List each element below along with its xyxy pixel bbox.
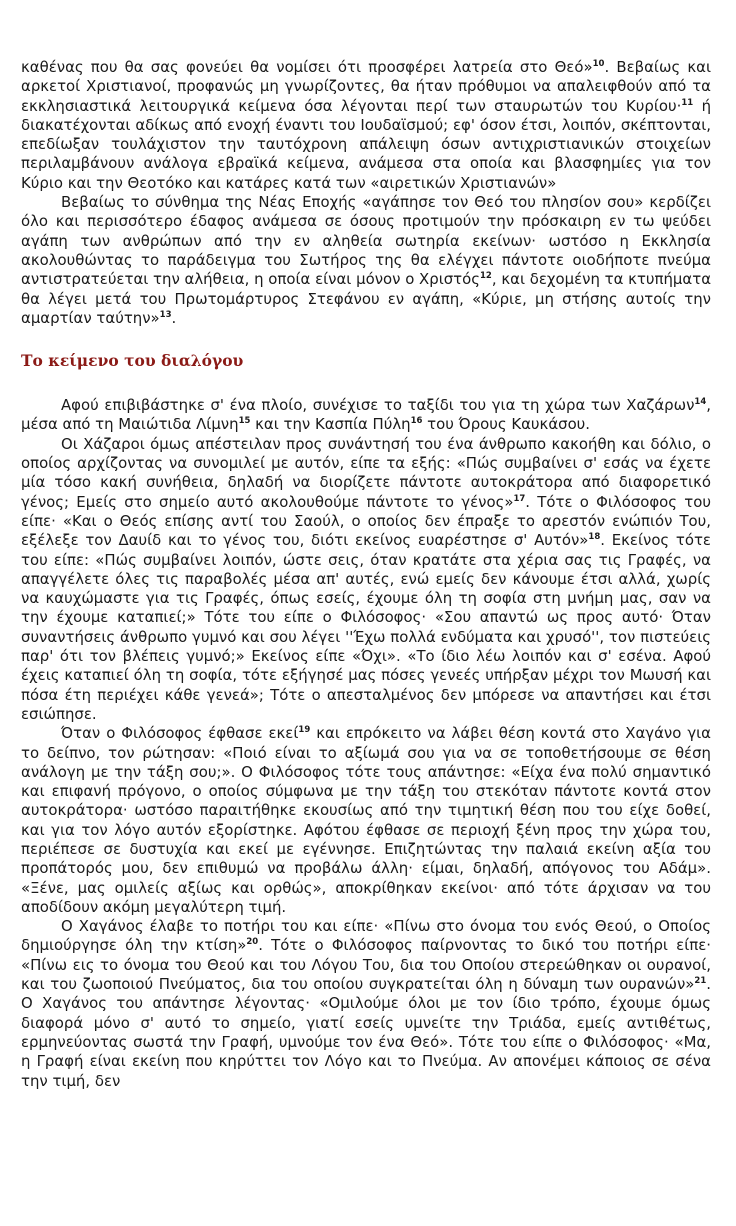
text: Οι Χάζαροι όμως απέστειλαν προς συνάντησή του ένα άνθρωπο κακοήθη και δόλιο, ο οποίος αρχίζοντας να συνομιλεί με αυτόν, είπε τα εξής: «Πώς συμβαίνει σ' εσάς να έχετε μία τόσο κακή συνήθεια, δηλαδή να διορίζετε πάντοτε αυτοκράτορα από διαφορετικό γένος; Εμείς στο σημείο αυτό ακολουθούμε πάντοτε το γένος» [21,434,711,511]
footnote-ref[interactable]: 11 [681,97,694,108]
footnote-ref[interactable]: 21 [694,976,707,987]
text: , και δεχομένη τα κτυπήματα θα λέγει μετά του Πρωτομάρτυρος Στεφάνου εν αγάπη, «Κύριε, μη στήσης αυτοίς την αμαρτίαν ταύτην» [21,270,712,327]
text: Ο Χαγάνος έλαβε το ποτήρι του και είπε· «Πίνω στο όνομα του ενός Θεού, ο Οποίος δημιούργησε όλη την κτίση» [21,917,711,955]
footnote-ref[interactable]: 15 [238,416,251,427]
text: Βεβαίως το σύνθημα της Νέας Εποχής «αγάπησε τον Θεό του πλησίον σου» κερδίζει όλο και περισσότερο έδαφος ανάμεσα σε όσους προτιμούν την πρόσκαιρη εν τω ψεύδει αγάπη των ανθρώπων από την εν αληθεία σωτηρία εκείνων· ωστόσο η Εκκλησία ακολουθώντας το παράδειγμα του Σωτήρος της θα ελέγχει πάντοτε οιοδήποτε πνεύμα αντιστρατεύεται την αλήθεια, η οποία είναι μόνον ο Χριστός [21,193,711,289]
text: ή διακατέχονται αδίκως από ενοχή έναντι του Ιουδαϊσμού; εφ' όσον έτσι, λοιπόν, σκέπτονται, επεδίωξαν τουλάχιστον την ταυτόχρονη απάλειψη όσων αντιχριστιανικών στοιχείων περιλαμβάνουν ανάλογα εβραϊκά κείμενα, ανάμεσα στα οποία και βλασφημίες για τον Κύριο και την Θεοτόκο και κατάρες κατά των «αιρετικών Χριστιανών» [21,96,712,192]
document-page [21,0,711,1091]
text: . Βεβαίως και αρκετοί Χριστιανοί, προφανώς μη γνωρίζοντες, θα ήταν πρόθυμοι να απαλειφθούν από τα εκκλησιαστικά λειτουργικά κείμενα όσα λέγονται περί των σταυρωτών του Κυρίου· [21,58,711,115]
paragraph-2 [21,193,711,328]
footnote-ref[interactable]: 16 [410,416,423,427]
paragraph-1 [21,58,711,193]
text: Αφού επιβιβάστηκε σ' ένα πλοίο, συνέχισε το ταξίδι του για τη χώρα των Χαζάρων [61,396,695,415]
footnote-ref[interactable]: 12 [480,271,492,282]
footnote-ref[interactable]: 17 [513,493,526,504]
text: . [171,308,177,327]
text: του Όρους Καυκάσου. [422,415,591,434]
paragraph-6 [21,917,711,1091]
text: . Ο Χαγάνος του απάντησε λέγοντας· «Ομιλούμε όλοι με τον ίδιο τρόπο, έχουμε όμως διαφορά μόνο σ' αυτό το σημείο, γιατί εσείς υμνείτε την Τριάδα, εμείς αντιθέτως, ερμηνεύοντας σωστά την Γραφή, υμνούμε τον ένα Θεό». Τότε του είπε ο Φιλόσοφος· «Μα, η Γραφή είναι εκείνη που κηρύττει τον Λόγο και το Πνεύμα. Αν απονέμει κάποιος σε σένα την τιμή, δεν [21,975,711,1090]
footnote-ref[interactable]: 14 [694,397,707,408]
paragraph-4 [21,435,711,724]
text: . Τότε ο Φιλόσοφος του είπε· «Και ο Θεός επίσης αντί του Σαούλ, ο οποίος δεν έπραξε το αρεστόν ενώπιόν Του, εξέλεξε τον Δαυίδ και το γένος του, διότι εκείνος ευαρέστησε σ' Αυτόν» [21,492,711,550]
text: . Εκείνος τότε του είπε: «Πώς συμβαίνει λοιπόν, ώστε σεις, όταν κρατάτε στα χέρια σας τις Γραφές, να απαγγέλετε όλες τις παραβολές μέσα απ' αυτές, ενώ εμείς δεν κάνουμε έτσι αλλά, χωρίς να καυχώμαστε για τις Γραφές, όπως εσείς, έχουμε όλη τη σοφία στη μνήμη μας, σαν να την έχουμε καταπιεί;» Τότε του είπε ο Φιλόσοφος· «Σου απαντώ ως προς αυτό· Όταν συναντήσεις άνθρωπο γυμνό και σου λέγει ''Έχω πολλά ενδύματα και χρυσό'', τον πιστεύεις παρ' ότι τον βλέπεις γυμνό;» Εκείνος είπε «Όχι». «Το ίδιο λέω λοιπόν και σ' εσένα. Αφού έχεις καταπιεί όλη τη σοφία, τότε εξήγησέ μας πόσες γενεές υπήρξαν μέχρι τον Μωυσή και πόσα έτη περιέχει κάθε γενεά»; Τότε ο απεσταλμένος δεν μπόρεσε να απαντήσει και έτσι εσιώπησε. [21,531,711,723]
text: και την Κασπία Πύλη [250,415,411,434]
text: καθένας που θα σας φονεύει θα νομίσει ότι προσφέρει λατρεία στο Θεό» [21,58,593,76]
text: , μέσα από τη Μαιώτιδα Λίμνη [21,396,711,434]
text: Όταν ο Φιλόσοφος έφθασε εκεί [61,724,299,743]
footnote-ref[interactable]: 18 [588,532,601,543]
footnote-ref[interactable]: 20 [246,937,259,948]
footnote-ref[interactable]: 13 [159,309,172,320]
footnote-ref[interactable]: 19 [298,725,311,736]
section-heading: Το κείμενο του διαλόγου [21,351,244,371]
footnote-ref[interactable]: 10 [592,59,605,69]
paragraph-3 [21,396,711,435]
text: και επρόκειτο να λάβει θέση κοντά στο Χαγάνο για το δείπνο, τον ρώτησαν: «Ποιό είναι το αξίωμά σου για να σε τοποθετήσουμε σε θέση ανάλογη με την τάξη σου;». Ο Φιλόσοφος τότε τους απάντησε: «Είχα ένα πολύ σημαντικό και επιφανή πρόγονο, ο οποίος σύμφωνα με την τάξη του στεκόταν πάντοτε κοντά στον αυτοκράτορα· ωστόσο παραιτήθηκε εκουσίως από την τιμητική θέση που του είχε δοθεί, και για τον λόγο αυτόν εξορίστηκε. Αφότου έφθασε σε περιοχή ξένη προς την χώρα του, περιέπεσε σε δυστυχία και εκεί με εγέννησε. Επιζητώντας την παλαιά εκείνη αξία του προπάτορός μου, δεν επιθυμώ να προβάλω άλλη· είμαι, δηλαδή, απόγονος του Αδάμ». «Ξένε, μας ομιλείς αξίως και ορθώς», αποκρίθηκαν εκείνοι· από τότε άρχισαν να του αποδίδουν ακόμη μεγαλύτερη τιμή. [21,724,711,916]
text: . Τότε ο Φιλόσοφος παίρνοντας το δικό του ποτήρι είπε· «Πίνω εις το όνομα του Θεού και του Λόγου Του, δια του Οποίου στερεώθηκαν οι ουρανοί, και του ζωοποιού Πνεύματος, δια του οποίου συγκρατείται όλη η δύναμη των ουρανών» [21,936,711,994]
paragraph-5 [21,724,711,917]
